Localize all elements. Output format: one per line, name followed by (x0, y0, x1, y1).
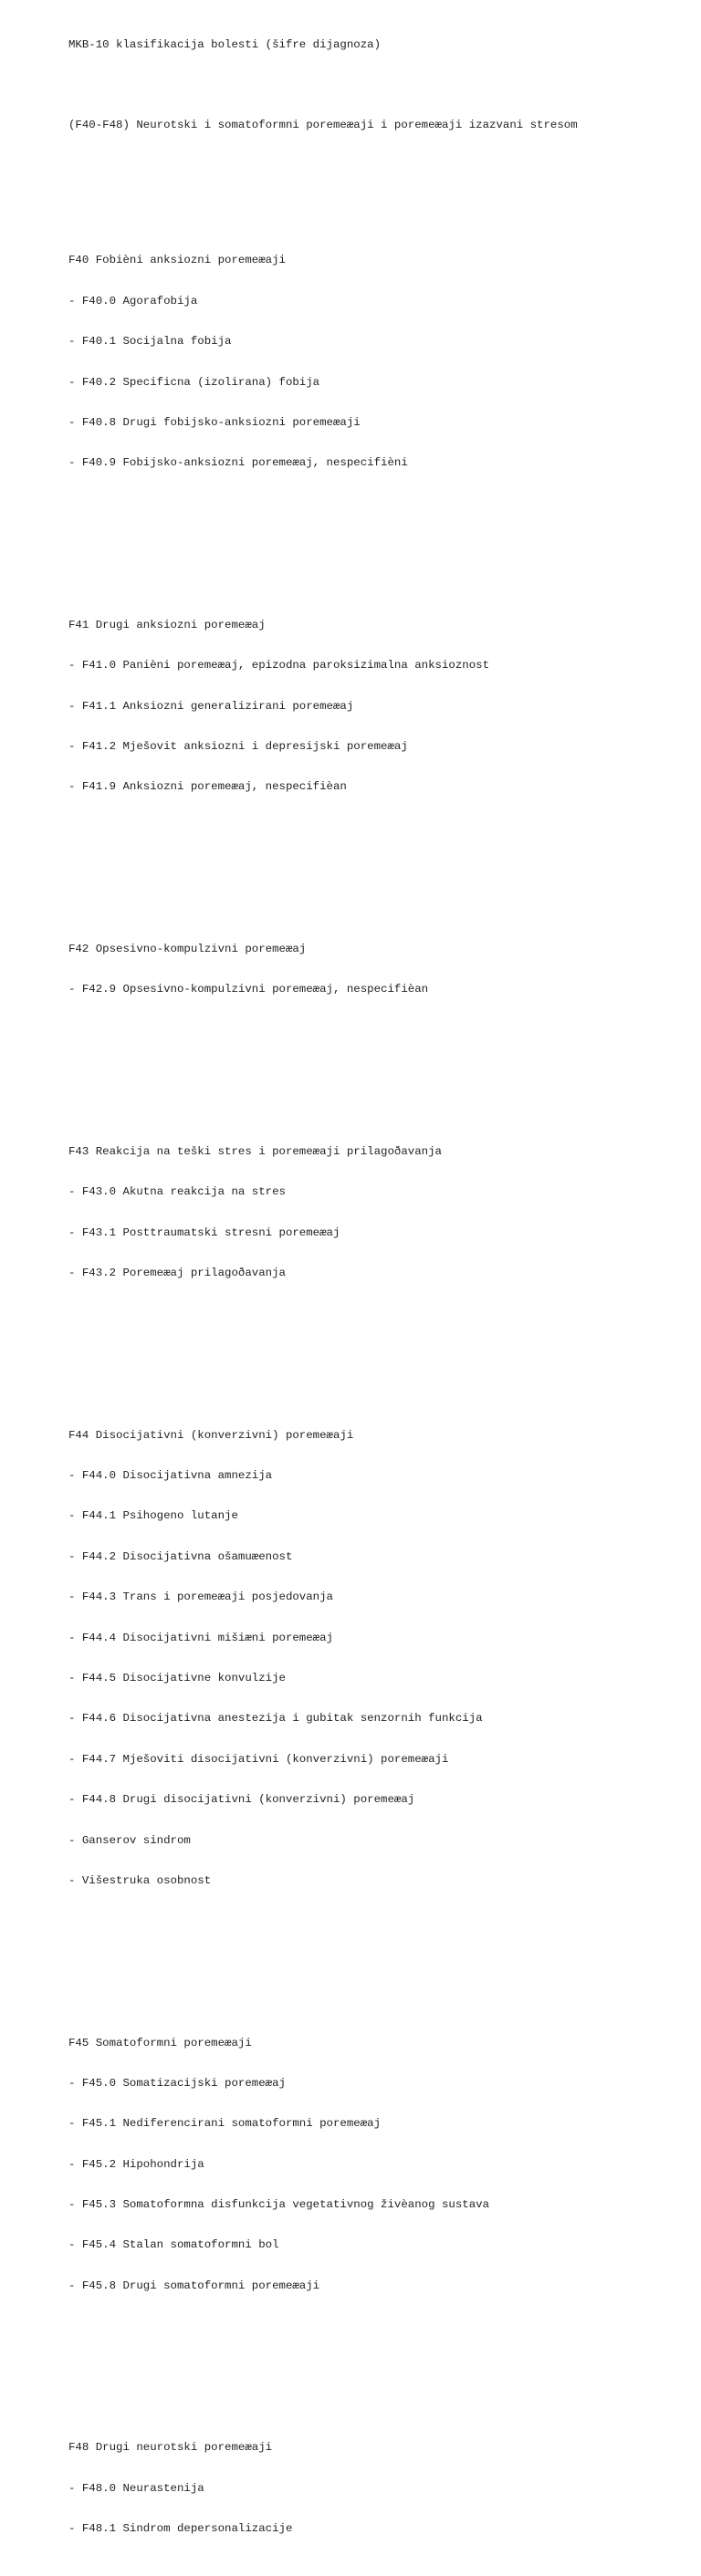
spacer (68, 160, 689, 173)
section-heading: F43 Reakcija na teški stres i poremeæaji prilagoðavanja (68, 1144, 442, 1158)
list-item: - F41.9 Anksiozni poremeæaj, nespecifièan (68, 780, 347, 794)
list-item: - F40.9 Fobijsko-anksiozni poremeæaj, nespecifièni (68, 456, 408, 470)
list-item: - F45.4 Stalan somatoformni bol (68, 2238, 279, 2252)
section-heading: F42 Opsesivno-kompulzivni poremeæaj (68, 942, 307, 955)
list-item: - F41.2 Mješovit anksiozni i depresijski poremeæaj (68, 740, 408, 754)
list-item: - Višestruka osobnost (68, 1873, 212, 1887)
list-item: - F43.0 Akutna reakcija na stres (68, 1185, 286, 1199)
section-f44 (68, 1402, 689, 1914)
section-heading: F48 Drugi neurotski poremeæaji (68, 2441, 273, 2455)
list-item: - F45.2 Hipohondrija (68, 2157, 204, 2171)
section-f48 (68, 2414, 689, 2563)
spacer (68, 1334, 689, 1348)
spacer (68, 1050, 689, 1064)
section-heading: F41 Drugi anksiozni poremeæaj (68, 618, 266, 631)
list-item: - F43.1 Posttraumatski stresni poremeæaj (68, 1225, 340, 1239)
list-item: - F40.0 Agorafobija (68, 294, 198, 308)
spacer (68, 2347, 689, 2361)
list-item: - F41.0 Panièni poremeæaj, epizodna paroksizimalna anksioznost (68, 659, 490, 673)
section-f40 (68, 227, 689, 497)
list-item: - F43.2 Poremeæaj prilagoðavanja (68, 1267, 286, 1280)
list-item: - F45.1 Nediferencirani somatoformni poremeæaj (68, 2117, 382, 2131)
spacer (68, 524, 689, 537)
list-item: - F44.5 Disocijativne konvulzije (68, 1672, 286, 1685)
list-item: - F45.8 Drugi somatoformni poremeæaji (68, 2279, 320, 2292)
list-item: - F42.9 Opsesivno-kompulzivni poremeæaj, nespecifièan (68, 983, 429, 996)
list-item: - F44.7 Mješoviti disocijativni (konverzivni) poremeæaji (68, 1752, 449, 1766)
list-item: - F48.1 Sindrom depersonalizacije (68, 2522, 293, 2536)
list-item: - Ganserov sindrom (68, 1833, 191, 1847)
list-item: - F44.8 Drugi disocijativni (konverzivni) poremeæaj (68, 1793, 415, 1807)
list-item: - F44.1 Psihogeno lutanje (68, 1509, 238, 1523)
list-item: - F41.1 Anksiozni generalizirani poremeæaj (68, 699, 354, 713)
list-item: - F40.1 Socijalna fobija (68, 335, 232, 349)
section-heading: F44 Disocijativni (konverzivni) poremeæaji (68, 1428, 354, 1442)
list-item: - F44.6 Disocijativna anestezija i gubitak senzornih funkcija (68, 1712, 483, 1726)
list-item: - F44.2 Disocijativna ošamuæenost (68, 1549, 293, 1563)
list-item: - F44.3 Trans i poremeæaji posjedovanja (68, 1590, 333, 1604)
section-heading: F45 Somatoformni poremeæaji (68, 2036, 252, 2049)
document-title: MKB-10 klasifikacija bolesti (šifre dijagnoza) (68, 37, 382, 51)
list-item: - F44.0 Disocijativna amnezija (68, 1469, 273, 1483)
document-page (68, 11, 689, 2576)
section-f41 (68, 591, 689, 821)
spacer (68, 78, 689, 92)
section-f45 (68, 2009, 689, 2320)
document-subtitle: (F40-F48) Neurotski i somatoformni poremeæaji i poremeæaji izazvani stresom (68, 119, 578, 132)
list-item: - F45.3 Somatoformna disfunkcija vegetativnog živèanog sustava (68, 2198, 490, 2212)
spacer (68, 1942, 689, 1955)
section-f43 (68, 1118, 689, 1307)
list-item: - F40.2 Specificna (izolirana) fobija (68, 375, 320, 389)
list-item: - F40.8 Drugi fobijsko-anksiozni poremeæaji (68, 415, 361, 429)
section-heading: F40 Fobièni anksiozni poremeæaji (68, 254, 286, 267)
section-f42 (68, 915, 689, 1023)
list-item: - F45.0 Somatizacijski poremeæaj (68, 2076, 286, 2090)
spacer (68, 848, 689, 861)
list-item: - F44.4 Disocijativni mišiæni poremeæaj (68, 1631, 333, 1644)
list-item: - F48.0 Neurastenija (68, 2481, 204, 2495)
